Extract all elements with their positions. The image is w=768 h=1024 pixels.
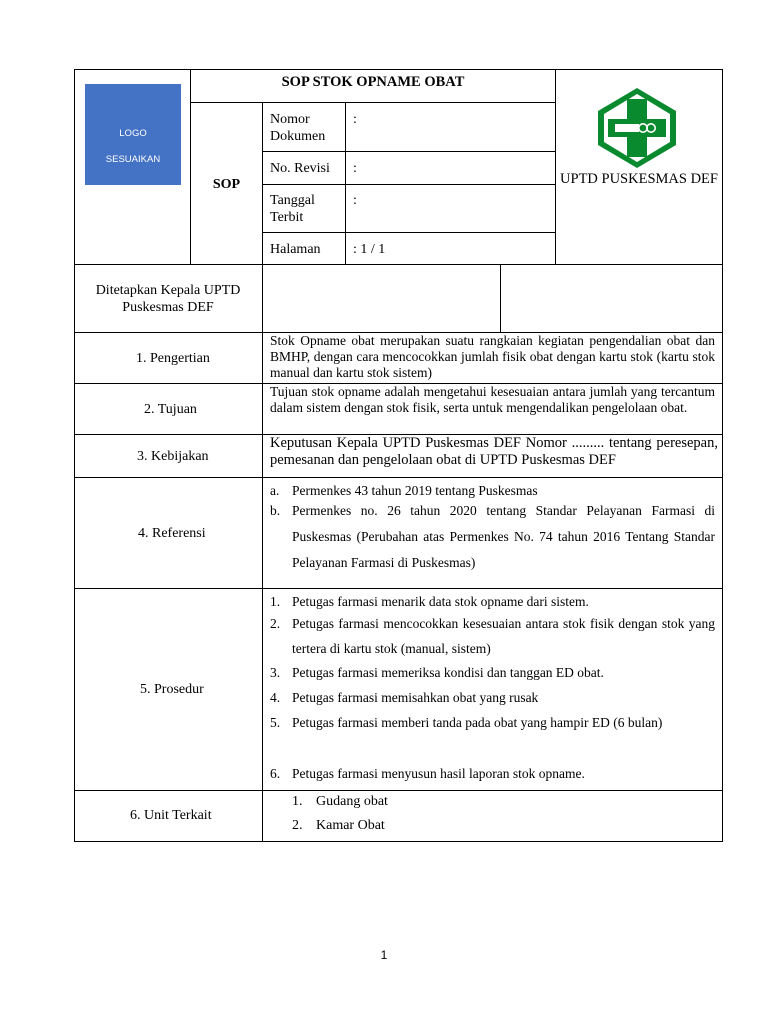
list-item-text: Kamar Obat: [316, 818, 385, 833]
prosedur-list: [270, 589, 715, 789]
logo-text-line1: LOGO: [119, 128, 147, 139]
field-value-no-revisi: :: [353, 161, 357, 176]
section-label-kebijakan: 3. Kebijakan: [137, 449, 209, 464]
field-label-nomor-dokumen: Nomor Dokumen: [270, 112, 326, 144]
sop-label: SOP: [212, 177, 241, 192]
list-marker: b.: [270, 503, 281, 518]
section-label-prosedur: 5. Prosedur: [140, 682, 204, 697]
approval-stamp-cell: [501, 265, 722, 332]
organization-name: UPTD PUSKESMAS DEF: [560, 171, 718, 187]
list-marker: 2.: [270, 616, 281, 631]
field-value-tanggal-terbit: :: [353, 193, 357, 208]
title-divider: [190, 102, 555, 103]
field-label-halaman: Halaman: [270, 242, 321, 257]
field-value-nomor-dokumen: :: [353, 112, 357, 127]
field-divider: [262, 151, 555, 152]
list-marker: 6.: [270, 766, 281, 781]
list-item-text: Petugas farmasi memberi tanda pada obat yang hampir ED (6 bulan): [292, 715, 663, 730]
section-label-tujuan: 2. Tujuan: [144, 402, 197, 417]
section-text-kebijakan: Keputusan Kepala UPTD Puskesmas DEF Nomor ......... tentang peresepan, pemesanan dan pengelolaan obat di UPTD Puskesmas DEF: [270, 435, 718, 468]
table-border-bottom: [74, 841, 723, 842]
list-marker: 4.: [270, 690, 281, 705]
list-item-text: Petugas farmasi menyusun hasil laporan stok opname.: [292, 766, 585, 781]
approval-label: Ditetapkan Kepala UPTD Puskesmas DEF: [95, 283, 241, 315]
list-item-text: Petugas farmasi memisahkan obat yang rusak: [292, 690, 539, 705]
field-divider: [262, 184, 555, 185]
document-title: SOP STOK OPNAME OBAT: [281, 74, 465, 90]
list-item-text: Permenkes 43 tahun 2019 tentang Puskesmas: [292, 483, 538, 498]
field-divider: [262, 232, 555, 233]
column-divider: [190, 69, 191, 265]
column-divider: [345, 102, 346, 265]
section-label-pengertian: 1. Pengertian: [136, 351, 210, 366]
section-label-referensi: 4. Referensi: [138, 526, 206, 541]
list-marker: a.: [270, 483, 280, 498]
column-divider: [555, 69, 556, 265]
approval-signature-cell: [263, 265, 500, 332]
section-text-pengertian: Stok Opname obat merupakan suatu rangkaian kegiatan pengendalian obat dan BMHP, dengan cara mencocokkan jumlah fisik obat dengan kartu stok (kartu stok manual dan kartu stok sistem): [270, 333, 715, 380]
unit-terkait-list: [292, 791, 592, 841]
logo-text-line2: SESUAIKAN: [105, 154, 161, 165]
logo-placeholder: [85, 84, 181, 185]
field-label-tanggal-terbit: Tanggal Terbit: [270, 193, 315, 225]
list-marker: 3.: [270, 665, 281, 680]
list-item-text: Gudang obat: [316, 794, 388, 809]
table-border-right: [722, 69, 723, 842]
list-marker: 1.: [292, 794, 303, 809]
section-text-tujuan: Tujuan stok opname adalah mengetahui kesesuaian antara jumlah yang tercantum dalam sistem dengan stok fisik, serta untuk mengendalikan pengelolaan obat.: [270, 384, 715, 415]
field-label-no-revisi: No. Revisi: [270, 161, 330, 176]
column-divider: [262, 102, 263, 265]
table-border-left: [74, 69, 75, 842]
list-item-text: Petugas farmasi memeriksa kondisi dan tanggan ED obat.: [292, 665, 604, 680]
field-value-halaman: : 1 / 1: [353, 242, 386, 257]
table-border-top: [74, 69, 723, 70]
list-item-text: Permenkes no. 26 tahun 2020 tentang Standar Pelayanan Farmasi di Puskesmas (Perubahan atas Permenkes No. 74 tahun 2016 Tentang Standar Pelayanan Farmasi di Puskesmas): [292, 503, 715, 570]
column-divider: [262, 264, 263, 842]
page-number: 1: [380, 948, 388, 962]
puskesmas-logo-icon: [596, 87, 678, 169]
list-marker: 1.: [270, 594, 281, 609]
list-marker: 2.: [292, 818, 303, 833]
list-item-text: Petugas farmasi menarik data stok opname dari sistem.: [292, 594, 589, 609]
referensi-list: [270, 478, 715, 588]
section-label-unit-terkait: 6. Unit Terkait: [130, 808, 212, 823]
list-item-text: Petugas farmasi mencocokkan kesesuaian antara stok fisik dengan stok yang tertera di kartu stok (manual, sistem): [292, 616, 715, 656]
list-marker: 5.: [270, 715, 281, 730]
